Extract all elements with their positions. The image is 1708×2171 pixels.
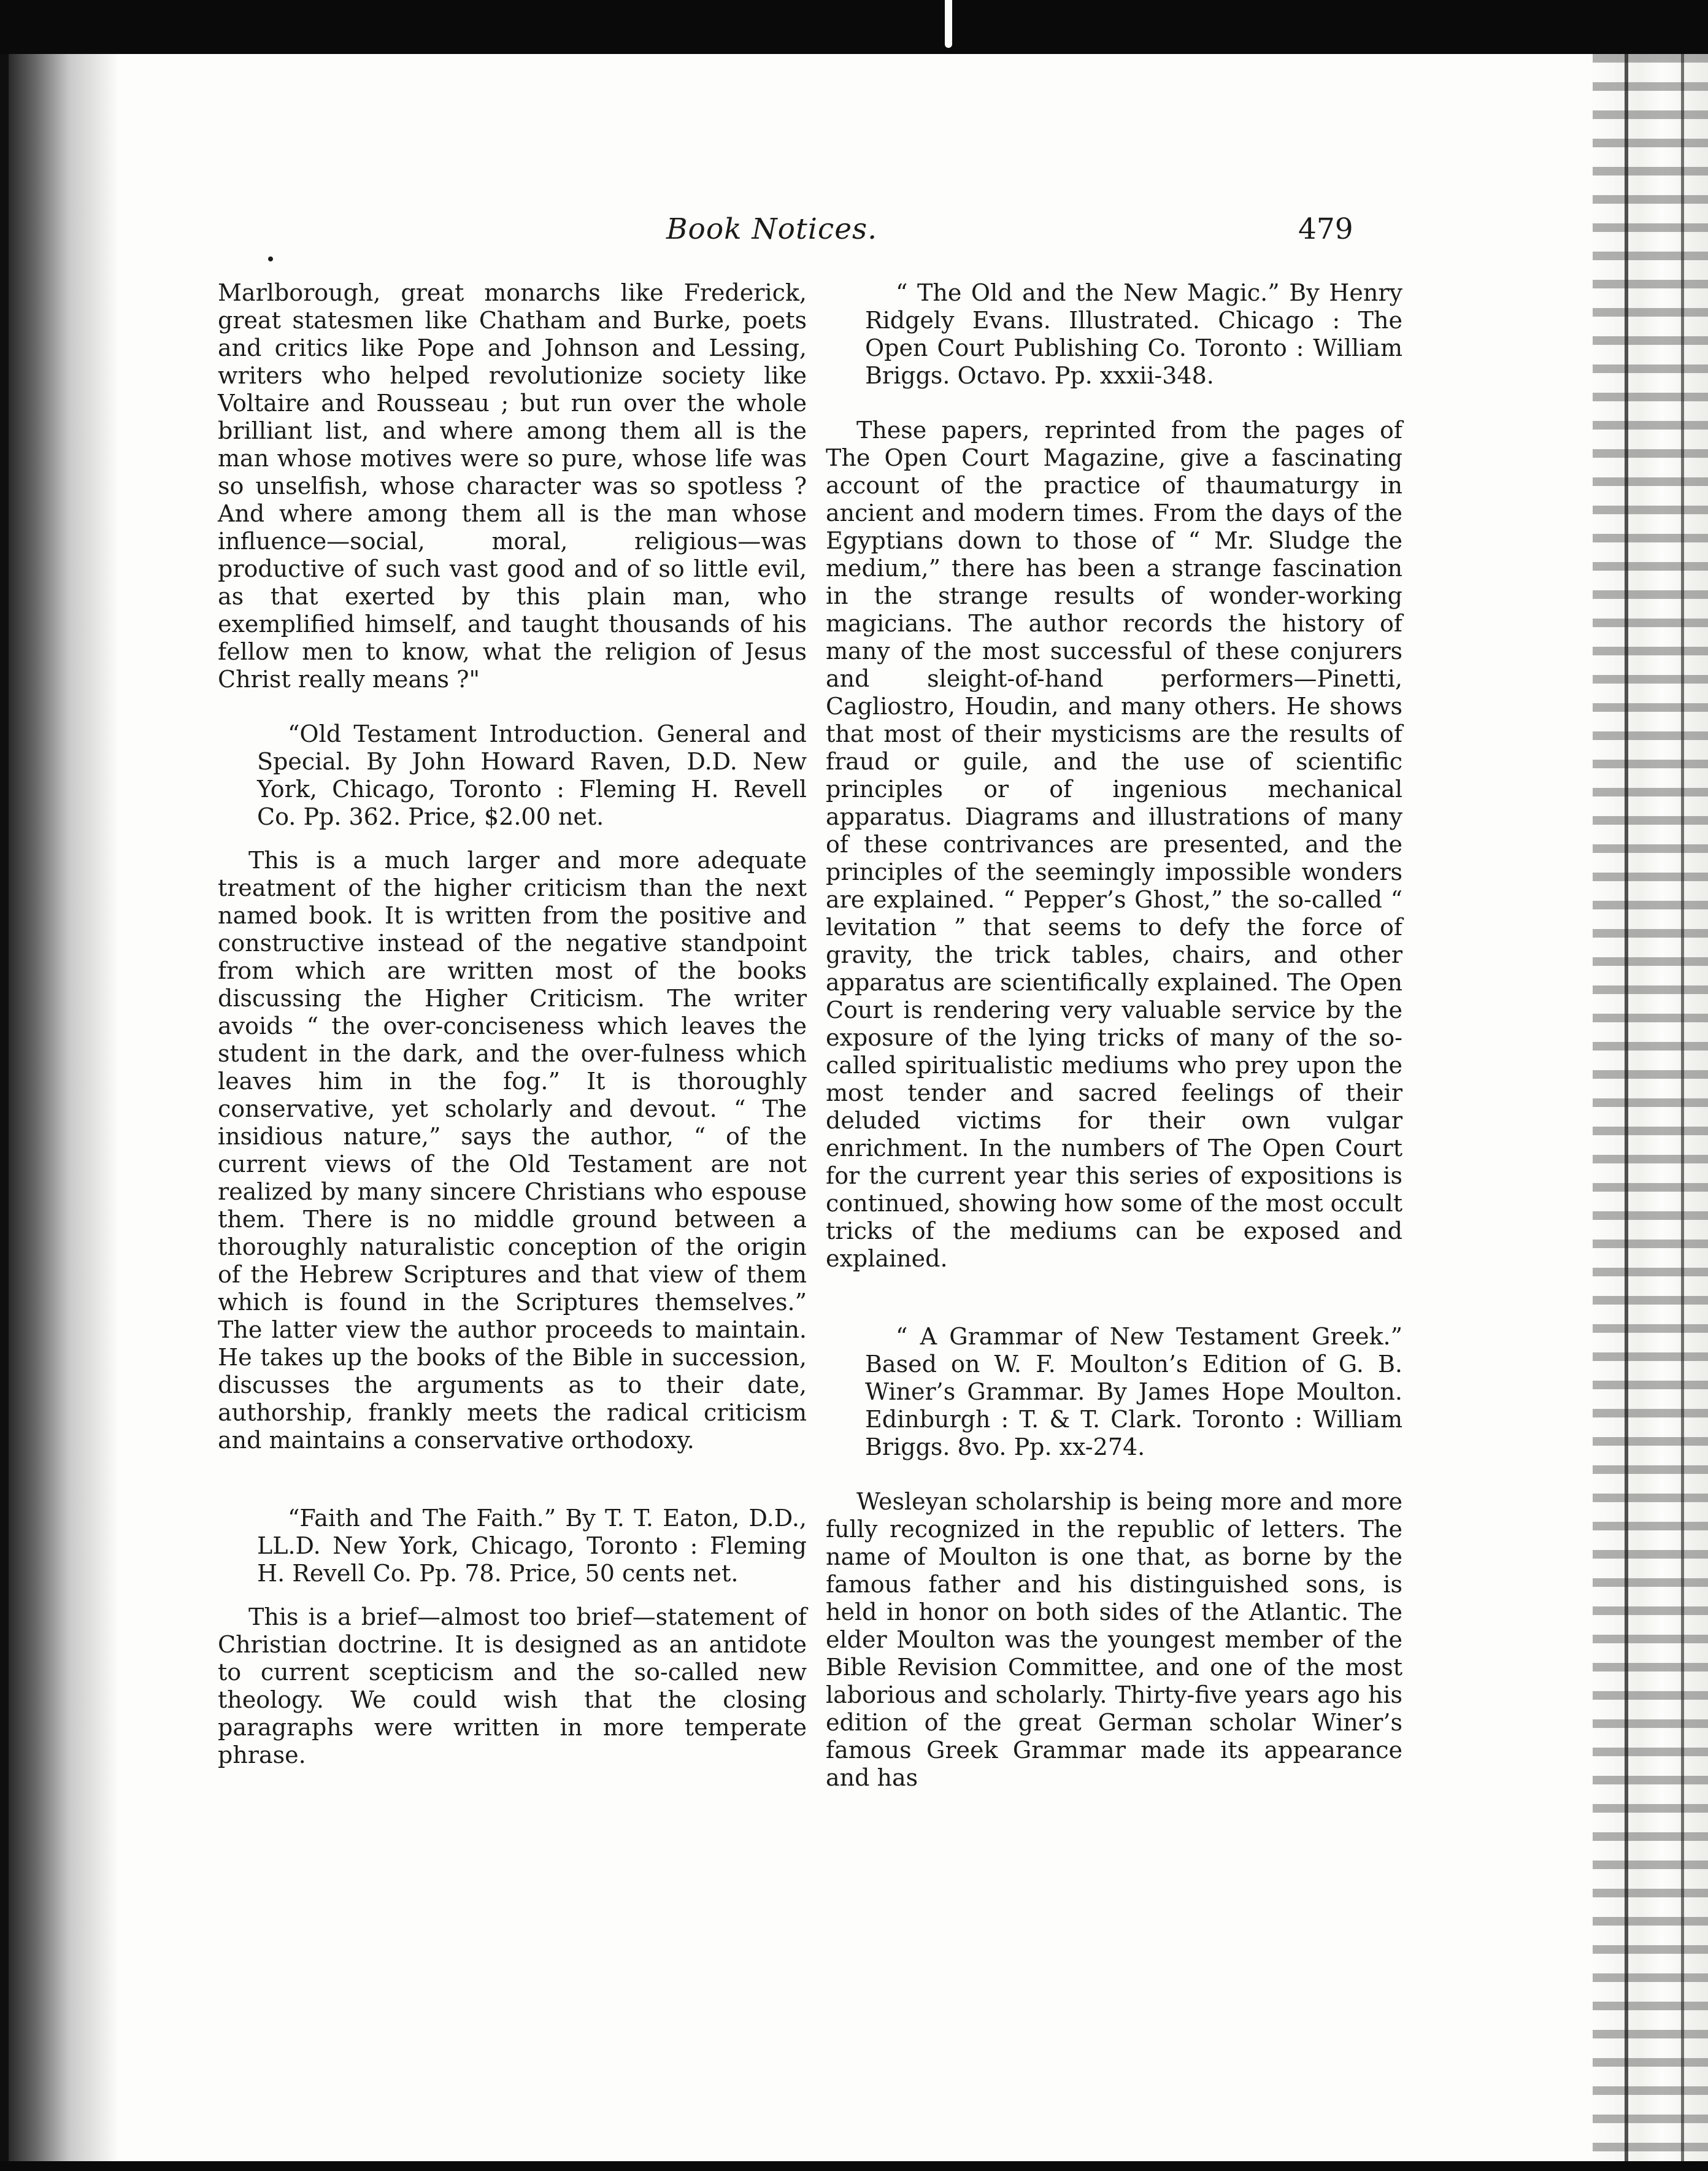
book-review-grammar-new-testament-greek: Wesleyan scholarship is being more and more fully recognized in the republic of letters. The name of Moulton is one that, as borne by the famous father and his distinguished sons, is held in honor on both sides of the Atlantic. The elder Moulton was the youngest member of the Bible Revision Committee, and one of the most laborious and scholarly. Thirty-five years ago his edition of the great German scholar Winer’s famous Greek Grammar made its appearance and has: [826, 1488, 1402, 1791]
book-citation-grammar-new-testament-greek: “ A Grammar of New Testament Greek.” Based on W. F. Moulton’s Edition of G. B. Winer’s Grammar. By James Hope Moulton. Edinburgh : T. & T. Clark. Toronto : William Briggs. 8vo. Pp. xx-274.: [865, 1323, 1402, 1460]
scan-right-rule: [1625, 54, 1628, 2161]
print-speck: [268, 256, 273, 261]
scan-top-border: [0, 0, 1708, 54]
scan-right-margin-noise: [1593, 54, 1708, 2161]
scan-left-border: [0, 54, 9, 2171]
running-head-title: Book Notices.: [666, 212, 878, 246]
left-column: [218, 279, 807, 1769]
scan-top-notch: [945, 0, 952, 48]
right-column: [826, 279, 1402, 1792]
continued-paragraph: Marlborough, great monarchs like Frederick, great statesmen like Chatham and Burke, poets and critics like Pope and Johnson and Lessing, writers who helped revolutionize society like Voltaire and Rousseau ; but run over the whole brilliant list, and where among them all is the man whose motives were so pure, whose life was so unselfish, whose character was so spotless ? And where among them all is the man whose influence—social, moral, religious—was productive of such vast good and of so little evil, as that exerted by this plain man, who exemplified himself, and taught thousands of his fellow men to know, what the religion of Jesus Christ really means ?": [218, 279, 807, 693]
book-citation-faith-and-the-faith: “Faith and The Faith.” By T. T. Eaton, D.D., LL.D. New York, Chicago, Toronto : Fleming H. Revell Co. Pp. 78. Price, 50 cents net.: [257, 1505, 807, 1587]
scan-gutter-shadow: [9, 54, 119, 2171]
book-review-old-testament-introduction: This is a much larger and more adequate treatment of the higher criticism than the next named book. It is written from the positive and constructive instead of the negative standpoint from which are written most of the books discussing the Higher Criticism. The writer avoids “ the over-conciseness which leaves the student in the dark, and the over-fulness which leaves him in the fog.” It is thoroughly conservative, yet scholarly and devout. “ The insidious nature,” says the author, “ of the current views of the Old Testament are not realized by many sincere Christians who espouse them. There is no middle ground between a thoroughly naturalistic conception of the origin of the Hebrew Scriptures and that view of them which is found in the Scriptures themselves.” The latter view the author proceeds to maintain. He takes up the books of the Bible in succession, discusses the arguments as to their date, authorship, frankly meets the radical criticism and maintains a conservative orthodoxy.: [218, 847, 807, 1454]
book-review-faith-and-the-faith: This is a brief—almost too brief—statement of Christian doctrine. It is designed as an antidote to current scepticism and the so-called new theology. We could wish that the closing paragraphs were written in more temperate phrase.: [218, 1603, 807, 1768]
book-citation-old-and-new-magic: “ The Old and the New Magic.” By Henry Ridgely Evans. Illustrated. Chicago : The Open Court Publishing Co. Toronto : William Briggs. Octavo. Pp. xxxii-348.: [865, 279, 1402, 389]
scan-right-rule-outer: [1681, 54, 1684, 2161]
page-number: 479: [1298, 212, 1353, 246]
book-citation-old-testament-introduction: “Old Testament Introduction. General and Special. By John Howard Raven, D.D. New York, Chicago, Toronto : Fleming H. Revell Co. Pp. 362. Price, $2.00 net.: [257, 720, 807, 830]
book-review-old-and-new-magic: These papers, reprinted from the pages of The Open Court Magazine, give a fascinating account of the practice of thaumaturgy in ancient and modern times. From the days of the Egyptians down to those of “ Mr. Sludge the medium,” there has been a strange fascination in the strange results of wonder-working magicians. The author records the history of many of the most successful of these conjurers and sleight-of-hand performers—Pinetti, Cagliostro, Houdin, and many others. He shows that most of their mysticisms are the results of fraud or guile, and the use of scientific principles or of ingenious mechanical apparatus. Diagrams and illustrations of many of these contrivances are presented, and the principles of the seemingly impossible wonders are explained. “ Pepper’s Ghost,” the so-called “ levitation ” that seems to defy the force of gravity, the trick tables, chairs, and other apparatus are scientifically explained. The Open Court is rendering very valuable service by the exposure of the lying tricks of many of the so-called spiritualistic mediums who prey upon the most tender and sacred feelings of their deluded victims for their own vulgar enrichment. In the numbers of The Open Court for the current year this series of expositions is continued, showing how some of the most occult tricks of the mediums can be exposed and explained.: [826, 417, 1402, 1272]
scan-bottom-border: [0, 2161, 1708, 2171]
